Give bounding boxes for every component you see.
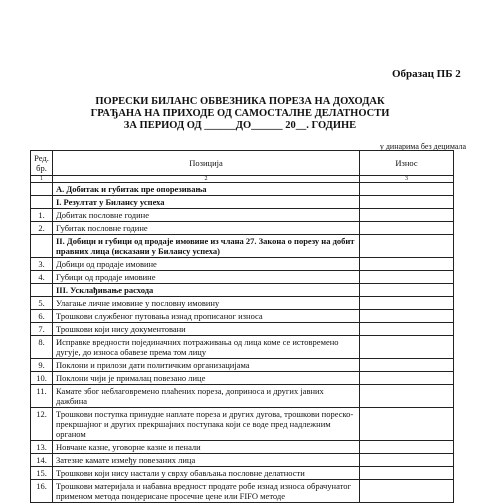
row-position-text: Губитак пословне године [53,222,360,235]
table-row [31,297,454,310]
form-code: Образац ПБ 2 [392,68,461,80]
amount-cell[interactable] [360,480,454,503]
row-position-text: I. Резултат у Билансу успеха [53,196,360,209]
row-number [31,284,53,297]
amount-cell[interactable] [360,297,454,310]
row-position-text: Добици од продаје имовине [53,258,360,271]
row-number: 3. [31,258,53,271]
column-index-2: 2 [53,176,360,183]
amount-cell[interactable] [360,310,454,323]
table-row [31,183,454,196]
row-position-text: Улагање личне имовине у пословну имовину [53,297,360,310]
row-number: 4. [31,271,53,284]
unit-note: у динарима без децимала [379,142,466,151]
row-number: 12. [31,408,53,441]
amount-cell[interactable] [360,209,454,222]
column-index-1: 1 [31,176,53,183]
row-number: 1. [31,209,53,222]
row-position-text: Новчане казне, уговорне казне и пенали [53,441,360,454]
table-row [31,454,454,467]
table-row [31,209,454,222]
header-row-number: Ред. бр. [31,151,53,176]
table-row [31,310,454,323]
amount-cell[interactable] [360,222,454,235]
row-position-text: Поклони и прилози дати политичким организацијама [53,359,360,372]
row-position-text: III. Усклађивање расхода [53,284,360,297]
table-row [31,336,454,359]
table-row [31,196,454,209]
table-body [31,183,454,503]
row-position-text: Трошкови материјала и набавна вредност продате робе изнад износа обрачунатог применом метода пондерисане просечне цене или FIFO методе [53,480,360,503]
table-row [31,480,454,503]
amount-cell[interactable] [360,467,454,480]
row-position-text: Трошкови који нису документовани [53,323,360,336]
row-number: 16. [31,480,53,503]
row-position-text: А. Добитак и губитак пре опорезивања [53,183,360,196]
amount-cell[interactable] [360,359,454,372]
amount-cell[interactable] [360,323,454,336]
amount-cell[interactable] [360,183,454,196]
amount-cell[interactable] [360,258,454,271]
row-number: 13. [31,441,53,454]
row-position-text: Затезне камате између повезаних лица [53,454,360,467]
row-position-text: Трошкови који нису настали у сврху обављања пословне делатности [53,467,360,480]
row-position-text: Трошкови поступка принудне наплате пореза и других дугова, трошкови пореско-прекршајног и других прекршајних поступака који се воде пред надлежним органом [53,408,360,441]
amount-cell[interactable] [360,441,454,454]
table-row [31,222,454,235]
table-row [31,258,454,271]
table-row [31,235,454,258]
row-position-text: Поклони чији је прималац повезано лице [53,372,360,385]
row-number [31,196,53,209]
header-row [31,151,454,176]
amount-cell[interactable] [360,454,454,467]
table-row [31,359,454,372]
row-number: 11. [31,385,53,408]
form-title-line-1: ПОРЕСКИ БИЛАНС ОБВЕЗНИКА ПОРЕЗА НА ДОХОДАК [95,96,385,107]
table-row [31,323,454,336]
row-position-text: Добитак пословне године [53,209,360,222]
table-row [31,408,454,441]
table-row [31,271,454,284]
header-position: Позиција [53,151,360,176]
table-row [31,372,454,385]
amount-cell[interactable] [360,196,454,209]
row-number: 9. [31,359,53,372]
table-row [31,467,454,480]
amount-cell[interactable] [360,408,454,441]
column-index-3: 3 [360,176,454,183]
table-row [31,284,454,297]
row-number [31,235,53,258]
amount-cell[interactable] [360,336,454,359]
row-position-text: Трошкови службеног путовања изнад прописаног износа [53,310,360,323]
row-number: 5. [31,297,53,310]
row-position-text: II. Добици и губици од продаје имовине из члана 27. Закона о порезу на добит правних лица (исказани у Билансу успеха) [53,235,360,258]
row-number [31,183,53,196]
row-number: 7. [31,323,53,336]
row-position-text: Губици од продаје имовине [53,271,360,284]
row-number: 6. [31,310,53,323]
amount-cell[interactable] [360,271,454,284]
tax-balance-table [30,150,454,503]
row-position-text: Исправке вредности појединачних потраживања од лица коме се истовремено дугује, до износа обавезе према том лицу [53,336,360,359]
table-row [31,385,454,408]
amount-cell[interactable] [360,385,454,408]
row-number: 2. [31,222,53,235]
row-number: 10. [31,372,53,385]
table-row [31,441,454,454]
form-title-line-2: ГРАЂАНА НА ПРИХОДЕ ОД САМОСТАЛНЕ ДЕЛАТНОСТИ [90,108,390,119]
amount-cell[interactable] [360,284,454,297]
row-number: 14. [31,454,53,467]
row-number: 15. [31,467,53,480]
row-position-text: Камате због неблаговремено плаћених пореза, доприноса и других јавних дажбина [53,385,360,408]
amount-cell[interactable] [360,235,454,258]
header-amount: Износ [360,151,454,176]
column-index-row [31,176,454,183]
form-title-line-3: ЗА ПЕРИОД ОД ______ДО______ 20__. ГОДИНЕ [123,120,357,131]
row-number: 8. [31,336,53,359]
amount-cell[interactable] [360,372,454,385]
